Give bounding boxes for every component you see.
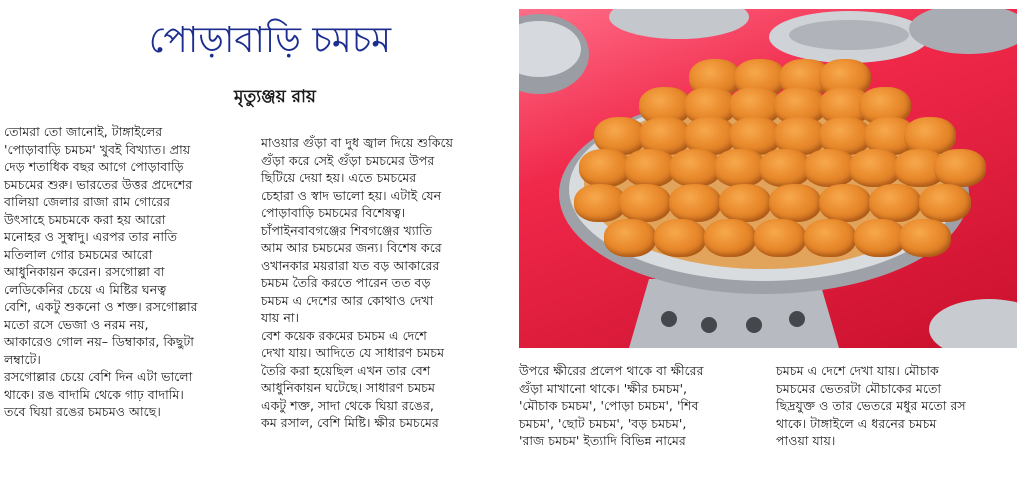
stand-hole: [789, 311, 805, 327]
chomchom-sweet: [804, 219, 856, 257]
text-line: চমচম এ দেশের আর কোথাও দেখা: [261, 292, 434, 308]
text-line: আধুনিকায়ন ঘটেছে। সাধারণ চমচম: [261, 380, 435, 395]
text-line: দেড় শতাধিক বছর আগে পোড়াবাড়ি: [4, 159, 184, 174]
text-line: মাওয়ার গুঁড়া বা দুধ জ্বাল দিয়ে শুকিয়ে: [261, 135, 453, 150]
chomchom-sweet: [934, 149, 986, 187]
text-line: মতো রসে ভেজা ও নরম নয়,: [4, 316, 149, 332]
text-line: লম্বাটে।: [4, 351, 41, 367]
text-line: চমচমের ভেতরটা মৌচাকের মতো: [776, 380, 942, 396]
text-column-3: [519, 362, 704, 450]
text-line: চমচম এ দেশে দেখা যায়। মৌচাক: [776, 363, 939, 378]
author-name: মৃত্যুঞ্জয় রায়: [234, 87, 316, 107]
text-line: পাওয়া যায়।: [776, 433, 836, 448]
stand-hole: [701, 317, 717, 333]
text-line: ওখানকার ময়রারা যত বড় আকারের: [261, 257, 440, 273]
chomchom-sweet: [869, 184, 921, 222]
text-line: রসগোল্লার চেয়ে বেশি দিন এটা ভালো: [4, 369, 193, 384]
chomchom-sweet: [669, 184, 721, 222]
text-line: 'মৌচাক চমচম', 'পোড়া চমচম', 'শিব: [519, 398, 699, 413]
chomchom-sweet: [919, 184, 971, 222]
chomchom-sweet: [704, 219, 756, 257]
text-column-1: [4, 123, 198, 421]
text-line: তোমরা তো জানোই, টাঙ্গাইলের: [4, 124, 163, 139]
text-line: পোড়াবাড়ি চমচমের বিশেষত্ব।: [261, 205, 406, 220]
chomchom-sweet: [604, 219, 656, 257]
text-line: কম রসাল, বেশি মিষ্টি। ক্ষীর চমচমের: [261, 415, 439, 430]
text-column-2: [261, 134, 453, 432]
text-line: যায় না।: [261, 310, 300, 325]
text-line: আধুনিকায়ন করেন। রসগোল্লা বা: [4, 264, 165, 279]
text-column-4: [776, 362, 966, 450]
text-line: উপরে ক্ষীরের প্রলেপ থাকে বা ক্ষীরের: [519, 363, 704, 378]
text-line: গুঁড়া করে সেই গুঁড়া চমচমের উপর: [261, 152, 435, 168]
chomchom-sweet: [654, 219, 706, 257]
text-line: ছিদ্রযুক্ত ও তার ভেতরে মধুর মতো রস: [776, 398, 966, 413]
side-plate: [929, 299, 1017, 348]
chomchom-sweet: [754, 219, 806, 257]
text-line: লেডিকেনির চেয়ে এ মিষ্টির ঘনত্ব: [4, 281, 167, 297]
article-title: পোড়াবাড়ি চমচম: [148, 20, 392, 61]
chomchom-photo: [519, 9, 1017, 348]
text-line: একটু শক্ত, সাদা থেকে ঘিয়া রঙের,: [261, 397, 434, 413]
text-line: বেশ কয়েক রকমের চমচম এ দেশে: [261, 327, 427, 343]
background-plate: [909, 9, 1017, 54]
text-line: চেহারা ও স্বাদ ভালো হয়। এটাই যেন: [261, 187, 442, 203]
chomchom-sweet: [899, 219, 951, 257]
stand-hole: [661, 311, 677, 327]
text-line: 'রাজ চমচম' ইত্যাদি বিভিন্ন নামের: [519, 433, 686, 448]
text-line: গুঁড়া মাখানো থাকে। 'ক্ষীর চমচম',: [519, 380, 688, 396]
text-line: চাঁপাইনবাবগঞ্জের শিবগঞ্জের খ্যাতি: [261, 222, 433, 238]
text-line: আকারেও গোল নয়– ডিম্বাকার, কিছুটা: [4, 334, 194, 349]
text-line: মতিলাল গোর চমচমের আরো: [4, 246, 153, 262]
text-line: ছিটিয়ে দেয়া হয়। এতে চমচমের: [261, 170, 417, 185]
text-line: তবে ঘিয়া রঙের চমচমও আছে।: [4, 404, 161, 419]
text-line: চমচম', 'ছোট চমচম', 'বড় চমচম',: [519, 415, 687, 431]
text-line: থাকে। রঙ বাদামি থেকে গাঢ় বাদামি।: [4, 386, 184, 402]
chomchom-sweet: [819, 184, 871, 222]
text-line: চমচমের শুরু। ভারতের উত্তর প্রদেশের: [4, 176, 193, 192]
stand-hole: [746, 317, 762, 333]
chomchom-sweet: [769, 184, 821, 222]
chomchom-sweet: [719, 184, 771, 222]
text-line: থাকে। টাঙ্গাইলে এ ধরনের চমচম: [776, 415, 937, 431]
text-line: বেশি, একটু শুকনো ও শক্ত। রসগোল্লার: [4, 299, 198, 314]
text-line: মনোহর ও সুস্বাদু। এরপর তার নাতি: [4, 229, 178, 244]
background-plate-inner: [789, 20, 909, 50]
text-line: চমচম তৈরি করতে পারেন তত বড়: [261, 275, 431, 290]
chomchom-sweet: [619, 184, 671, 222]
text-line: 'পোড়াবাড়ি চমচম' খুবই বিখ্যাত। প্রায়: [4, 141, 191, 157]
text-line: বালিয়া জেলার রাজা রাম গোরের: [4, 194, 171, 209]
text-line: দেখা যায়। আদিতে যে সাধারণ চমচম: [261, 345, 445, 360]
text-line: তৈরি করা হয়েছিল এখন তার বেশ: [261, 362, 431, 378]
background-plate: [609, 9, 749, 39]
text-line: আম আর চমচমের জন্য। বিশেষ করে: [261, 240, 442, 255]
text-line: উৎসাহে চমচমকে করা হয় আরো: [4, 211, 166, 227]
